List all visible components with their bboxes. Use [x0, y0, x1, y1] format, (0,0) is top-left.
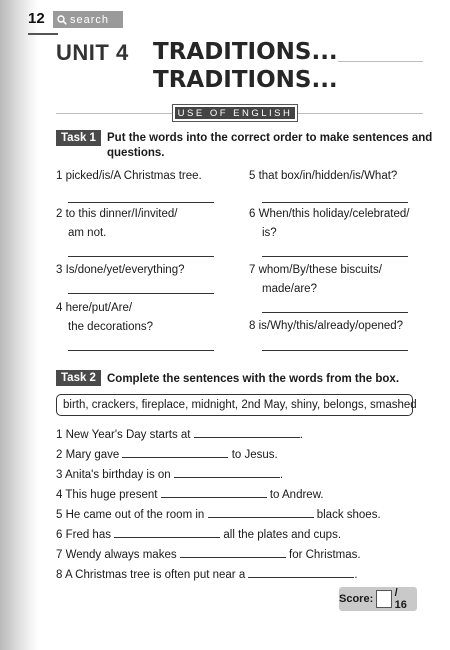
task2-instruction: Complete the sentences with the words from the box. — [107, 373, 400, 385]
task2-item-3-end: . — [279, 469, 284, 481]
task1-answer-line-4[interactable] — [68, 350, 214, 351]
task2-item-7-text: 7 Wendy always makes — [56, 549, 177, 561]
word-box: birth, crackers, fireplace, midnight, 2nd May, shiny, belongs, smashed — [56, 394, 413, 416]
task2-item-3 — [56, 466, 283, 484]
task2-item-4 — [56, 486, 324, 504]
task2-item-5-text: 5 He came out of the room in — [56, 509, 205, 521]
task2-blank-6[interactable] — [114, 526, 220, 538]
task2-blank-8[interactable] — [248, 566, 354, 578]
search-label: search — [70, 13, 110, 26]
task2-item-5 — [56, 506, 381, 524]
task1-item-8: 8 is/Why/this/already/opened? — [249, 320, 404, 332]
task1-answer-line-7[interactable] — [262, 312, 408, 313]
task1-item-3: 3 Is/done/yet/everything? — [56, 264, 185, 276]
task2-item-7-end: for Christmas. — [289, 549, 361, 561]
section-label: USE OF ENGLISH — [175, 107, 295, 119]
task1-item-2: 2 to this dinner/I/invited/ — [56, 208, 178, 220]
task2-item-5-end: black shoes. — [316, 509, 381, 521]
score-label: Score: — [339, 593, 374, 605]
unit-label: UNIT 4 — [56, 40, 129, 65]
task1-answer-line-2[interactable] — [68, 256, 214, 257]
header-rule — [28, 33, 58, 35]
search-tab — [53, 11, 123, 28]
task1-item-5: 5 that box/in/hidden/is/What? — [249, 170, 398, 182]
task2-item-6-text: 6 Fred has — [56, 529, 111, 541]
task1-item-2-cont: am not. — [68, 227, 107, 239]
task2-item-1 — [56, 426, 303, 444]
task1-instruction-line-2: questions. — [107, 147, 165, 159]
task1-item-7-cont: made/are? — [262, 283, 317, 295]
score-box — [339, 587, 417, 611]
task2-item-1-end: . — [299, 429, 303, 441]
task1-instruction-line-1: Put the words into the correct order to make sentences and — [107, 132, 433, 144]
task1-answer-line-5[interactable] — [262, 202, 408, 203]
section-banner — [172, 104, 298, 122]
task2-item-6 — [56, 526, 341, 544]
task2-item-2 — [56, 446, 278, 464]
task2-item-6-end: all the plates and cups. — [223, 529, 342, 541]
page-number: 12 — [28, 10, 45, 27]
task2-item-4-text: 4 This huge present — [56, 489, 158, 501]
task2-item-1-text: 1 New Year's Day starts at — [56, 429, 191, 441]
task2-blank-1[interactable] — [194, 426, 300, 438]
unit-title-line-1: TRADITIONS... — [153, 39, 338, 65]
task2-label: Task 2 — [56, 370, 101, 386]
task1-item-4: 4 here/put/Are/ — [56, 302, 133, 314]
task1-item-6-cont: is? — [262, 227, 277, 239]
task2-blank-7[interactable] — [180, 546, 286, 558]
task2-item-8 — [56, 566, 358, 584]
task2-blank-4[interactable] — [161, 486, 267, 498]
task1-item-7: 7 whom/By/these biscuits/ — [249, 264, 382, 276]
score-input[interactable] — [376, 590, 391, 608]
task1-answer-line-8[interactable] — [262, 350, 408, 351]
task2-item-3-text: 3 Anita's birthday is on — [56, 469, 171, 481]
task2-item-4-end: to Andrew. — [269, 489, 324, 501]
task2-item-8-end: . — [354, 569, 358, 581]
search-icon — [57, 15, 67, 25]
task1-answer-line-3[interactable] — [68, 293, 214, 294]
task2-item-2-end: to Jesus. — [231, 449, 278, 461]
task2-blank-5[interactable] — [208, 506, 314, 518]
task2-blank-2[interactable] — [122, 446, 228, 458]
task2-item-8-text: 8 A Christmas tree is often put near a — [56, 569, 246, 581]
score-total: / 16 — [394, 587, 407, 611]
task1-answer-line-1[interactable] — [68, 202, 214, 203]
task1-label: Task 1 — [56, 130, 101, 146]
task1-answer-line-6[interactable] — [262, 256, 408, 257]
task1-item-4-cont: the decorations? — [68, 321, 154, 333]
task2-item-7 — [56, 546, 361, 564]
unit-title — [153, 38, 338, 94]
book-spine-shadow — [0, 0, 38, 650]
task2-item-2-text: 2 Mary gave — [56, 449, 120, 461]
title-rule — [338, 61, 423, 62]
task1-item-1: 1 picked/is/A Christmas tree. — [56, 170, 202, 182]
task1-item-6: 6 When/this holiday/celebrated/ — [249, 208, 410, 220]
unit-title-line-2: TRADITIONS... — [153, 67, 338, 93]
task2-blank-3[interactable] — [174, 466, 280, 478]
